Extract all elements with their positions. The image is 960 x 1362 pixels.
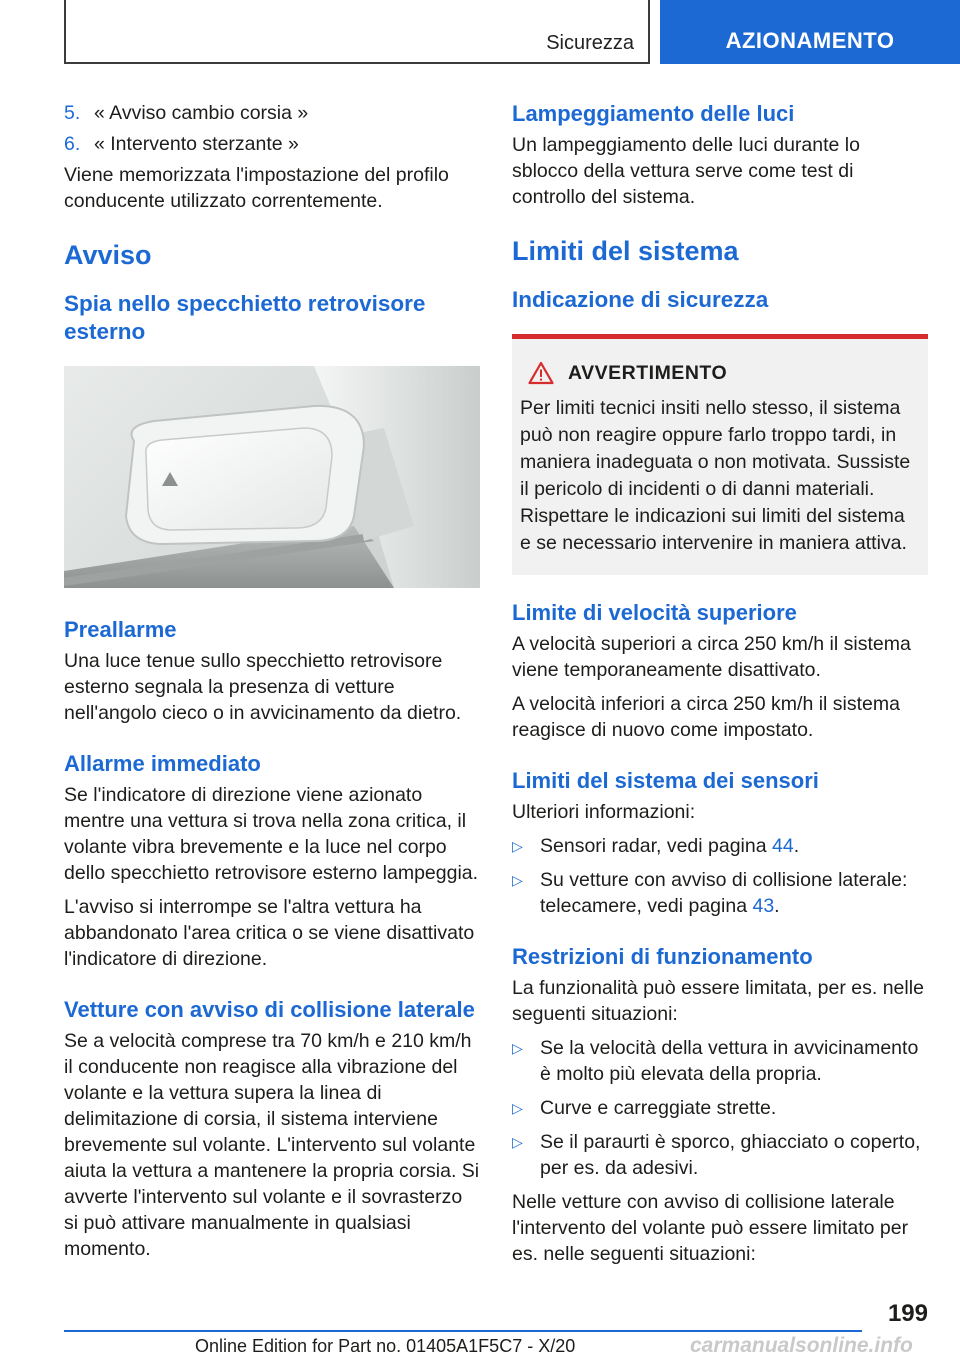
heading-preallarme: Preallarme bbox=[64, 617, 177, 642]
list-item bbox=[512, 867, 928, 919]
list-item bbox=[64, 100, 480, 126]
warning-title-row bbox=[528, 361, 920, 385]
collisione-paragraph: Se a velocità comprese tra 70 km/h e 210 km/h il conducente non reagisce alla vibrazione del volante e la vettura supera la linea di delimitazione di corsia, il sistema interviene brevemente sul volante. L'intervento sul volante aiuta la vettura a mantenere la propria corsia. Si avverte l'intervento sul volante e il sovrasterzo si può attivare manualmente in qualsiasi momento. bbox=[64, 1030, 480, 1260]
triangle-bullet-icon: ▷ bbox=[512, 1100, 523, 1116]
warning-triangle-icon bbox=[528, 361, 554, 385]
list-item-text: Sensori radar, vedi pagina bbox=[540, 835, 772, 857]
list-item-text: Su vetture con avviso di collisione laterale: telecamere, vedi pagina bbox=[540, 869, 908, 917]
heading-limiti: Limiti del sistema bbox=[512, 236, 739, 266]
left-column bbox=[64, 100, 480, 1262]
triangle-bullet-icon: ▷ bbox=[512, 1134, 523, 1150]
list-item bbox=[512, 1129, 928, 1181]
page-link-44[interactable]: 44 bbox=[771, 835, 794, 857]
velocita-paragraph-2: A velocità inferiori a circa 250 km/h il sistema reagisce di nuovo come impostato. bbox=[512, 693, 900, 741]
heading-spia: Spia nello specchietto retrovisore esterno bbox=[64, 291, 426, 344]
heading-restrizioni: Restrizioni di funzionamento bbox=[512, 944, 813, 969]
page-link-43[interactable]: 43 bbox=[752, 895, 775, 917]
heading-sensori: Limiti del sistema dei sensori bbox=[512, 768, 819, 793]
page-number: 199 bbox=[887, 1300, 928, 1327]
heading-allarme: Allarme immediato bbox=[64, 751, 261, 776]
velocita-paragraph-1: A velocità superiori a circa 250 km/h il sistema viene temporaneamente disattivato. bbox=[512, 633, 911, 681]
heading-collisione: Vetture con avviso di collisione laterale bbox=[64, 997, 475, 1022]
watermark: carmanualsonline.info bbox=[690, 1334, 913, 1357]
intro-paragraph: Viene memorizzata l'impostazione del profilo conducente utilizzato correntemente. bbox=[64, 164, 449, 212]
sensori-list bbox=[512, 833, 928, 919]
footer-edition: Online Edition for Part no. 01405A1F5C7 - X/20 bbox=[195, 1336, 576, 1356]
mirror-image bbox=[64, 366, 480, 588]
restrizioni-paragraph: La funzionalità può essere limitata, per es. nelle seguenti situazioni: bbox=[512, 977, 924, 1025]
sensori-paragraph: Ulteriori informazioni: bbox=[512, 801, 696, 823]
list-text: « Avviso cambio corsia » bbox=[94, 102, 309, 124]
preallarme-paragraph: Una luce tenue sullo specchietto retrovisore esterno segnala la presenza di vetture nell'angolo cieco o in avvicinamento da dietro. bbox=[64, 650, 462, 724]
list-text: Curve e carreggiate strette. bbox=[540, 1097, 777, 1119]
list-item bbox=[512, 1095, 928, 1121]
allarme-paragraph-2: L'avviso si interrompe se l'altra vettura ha abbandonato l'area critica o se viene disattivato l'indicatore di direzione. bbox=[64, 896, 475, 970]
triangle-bullet-icon: ▷ bbox=[512, 838, 523, 854]
lampeggiamento-paragraph: Un lampeggiamento delle luci durante lo sblocco della vettura serve come test di controllo del sistema. bbox=[512, 134, 860, 208]
right-column bbox=[512, 100, 928, 1267]
list-text: Se la velocità della vettura in avvicinamento è molto più elevata della propria. bbox=[540, 1037, 919, 1085]
header-section-title: Sicurezza bbox=[546, 32, 634, 54]
warning-text: Per limiti tecnici insiti nello stesso, il sistema può non reagire oppure farlo troppo tardi, in maniera inadeguata o non motivata. Sussiste il pericolo di incidenti o di danni materiali. Rispettare le indicazioni sui limiti del sistema e se necessario intervenire in maniera attiva. bbox=[520, 397, 911, 554]
triangle-bullet-icon: ▷ bbox=[512, 1040, 523, 1056]
triangle-bullet-icon: ▷ bbox=[512, 872, 523, 888]
header-chapter-tab[interactable]: AZIONAMENTO bbox=[660, 0, 960, 64]
final-paragraph: Nelle vetture con avviso di collisione laterale l'intervento del volante può essere limitato per es. nelle seguenti situazioni: bbox=[512, 1191, 909, 1265]
restrizioni-list bbox=[512, 1035, 928, 1181]
list-item bbox=[512, 1035, 928, 1087]
list-item bbox=[64, 131, 480, 157]
list-number: 5. bbox=[64, 102, 81, 124]
side-mirror-illustration bbox=[64, 366, 480, 588]
numbered-list bbox=[64, 100, 480, 157]
list-text: « Intervento sterzante » bbox=[94, 133, 299, 155]
list-text: Se il paraurti è sporco, ghiacciato o coperto, per es. da adesivi. bbox=[540, 1131, 921, 1179]
list-text bbox=[540, 867, 928, 919]
list-item-end: . bbox=[793, 835, 800, 857]
warning-box bbox=[512, 334, 928, 575]
heading-lampeggiamento: Lampeggiamento delle luci bbox=[512, 101, 795, 126]
list-item bbox=[512, 833, 928, 859]
warning-title: AVVERTIMENTO bbox=[568, 361, 728, 384]
heading-avviso: Avviso bbox=[64, 240, 152, 270]
header-section-box bbox=[64, 0, 650, 64]
allarme-paragraph-1: Se l'indicatore di direzione viene azionato mentre una vettura si trova nella zona critica, il volante vibra brevemente e la luce nel corpo dello specchietto retrovisore esterno lampeggia. bbox=[64, 784, 479, 884]
list-item-end: . bbox=[774, 895, 780, 917]
heading-velocita: Limite di velocità superiore bbox=[512, 600, 797, 625]
footer-divider bbox=[64, 1330, 862, 1332]
list-number: 6. bbox=[64, 133, 81, 155]
list-text bbox=[540, 833, 799, 859]
heading-indicazione: Indicazione di sicurezza bbox=[512, 287, 769, 312]
